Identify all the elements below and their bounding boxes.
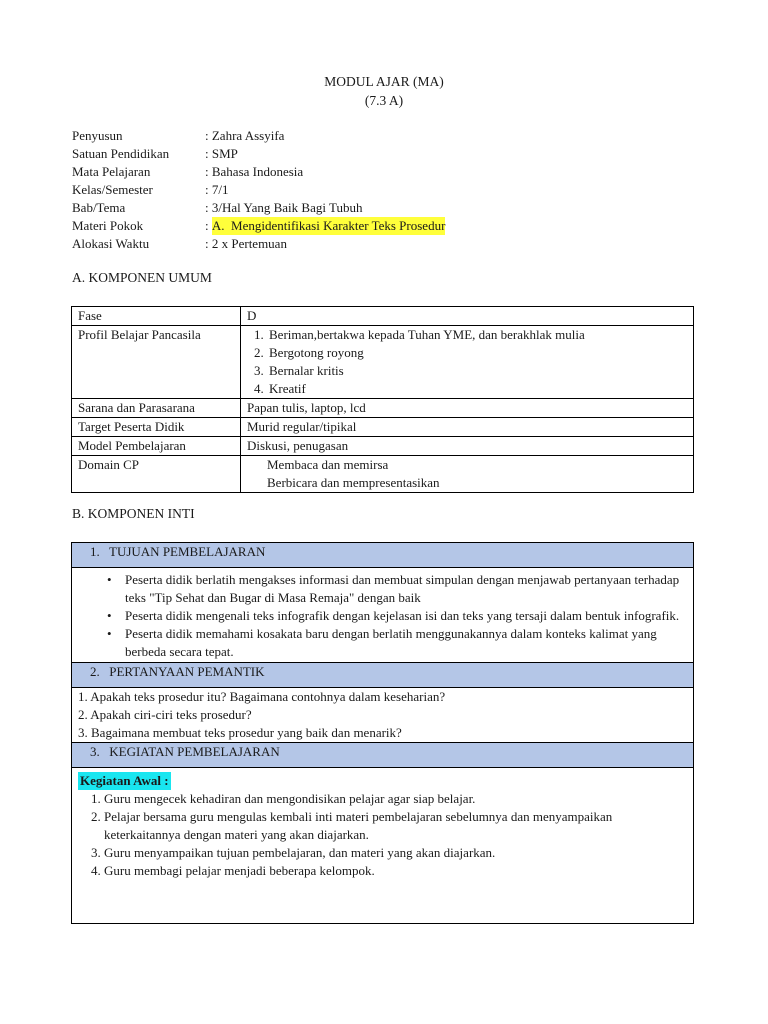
meta-row-mapel <box>72 163 445 181</box>
profil-cell <box>241 326 694 399</box>
profil-label: Profil Belajar Pancasila <box>72 326 241 399</box>
table-row <box>72 688 694 743</box>
table-row <box>72 663 694 688</box>
meta-row-bab <box>72 199 445 217</box>
list-item: 1. Apakah teks prosedur itu? Bagaimana contohnya dalam keseharian? <box>78 689 446 704</box>
meta-key: Mata Pelajaran <box>72 164 151 179</box>
list-item: 2. Apakah ciri-ciri teks prosedur? <box>78 707 252 722</box>
table-row <box>72 307 694 326</box>
table-row <box>72 399 694 418</box>
list-item: • Peserta didik mengenali teks infografik dengan kejelasan isi dan teks yang tersaji dalam bentuk infografik. <box>125 607 692 625</box>
meta-value: : 3/Hal Yang Baik Bagi Tubuh <box>205 200 363 215</box>
meta-row-kelas <box>72 181 445 199</box>
domain-value: Membaca dan memirsa <box>267 457 389 472</box>
kegiatan-cell <box>72 768 694 924</box>
domain-label: Domain CP <box>72 456 241 493</box>
meta-key: Kelas/Semester <box>72 182 153 197</box>
tujuan-cell <box>72 568 694 663</box>
list-item: • Peserta didik memahami kosakata baru dengan berlatih menggunakannya dalam konteks kalimat yang berbeda secara tepat. <box>125 625 692 661</box>
meta-key: Materi Pokok <box>72 218 144 233</box>
list-item: 3. Guru menyampaikan tujuan pembelajaran, dan materi yang akan diajarkan. <box>104 844 687 862</box>
meta-row-satuan <box>72 145 445 163</box>
meta-value: : 2 x Pertemuan <box>205 236 287 251</box>
sarana-label: Sarana dan Parasarana <box>72 399 241 418</box>
fase-value: D <box>241 307 694 326</box>
identity-block <box>72 127 445 253</box>
meta-key: Bab/Tema <box>72 200 126 215</box>
table-row <box>72 768 694 924</box>
section-a-heading: A. KOMPONEN UMUM <box>72 270 212 285</box>
table-row <box>72 418 694 437</box>
table-row <box>72 456 694 493</box>
target-label: Target Peserta Didik <box>72 418 241 437</box>
document-title: MODUL AJAR (MA) <box>324 74 444 89</box>
table-row <box>72 437 694 456</box>
komponen-inti-table <box>71 542 694 924</box>
pertanyaan-header <box>72 663 694 688</box>
meta-value: : Zahra Assyifa <box>205 128 285 143</box>
list-item: • Peserta didik berlatih mengakses informasi dan membuat simpulan dengan menjawab pertanyaan terhadap teks "Tip Sehat dan Bugar di Masa Remaja" dengan baik <box>125 571 692 607</box>
meta-key: Penyusun <box>72 128 123 143</box>
fase-label: Fase <box>72 307 241 326</box>
section-title: PERTANYAAN PEMANTIK <box>109 664 265 679</box>
list-item: 2. Pelajar bersama guru mengulas kembali inti materi pembelajaran sebelumnya dan menyampaikan keterkaitannya dengan materi yang akan diajarkan. <box>104 808 687 844</box>
document-subtitle: (7.3 A) <box>364 93 404 108</box>
meta-row-penyusun <box>72 127 445 145</box>
table-row <box>72 543 694 568</box>
table-row <box>72 743 694 768</box>
section-number: 2. <box>90 664 100 679</box>
kegiatan-header <box>72 743 694 768</box>
section-b-heading: B. KOMPONEN INTI <box>72 506 195 521</box>
kegiatan-awal-label: Kegiatan Awal : <box>80 773 169 788</box>
domain-value: Berbicara dan mempresentasikan <box>267 475 440 490</box>
tujuan-list <box>73 571 692 661</box>
pertanyaan-cell <box>72 688 694 743</box>
sarana-value: Papan tulis, laptop, lcd <box>241 399 694 418</box>
list-item: 1. Guru mengecek kehadiran dan mengondisikan pelajar agar siap belajar. <box>104 790 687 808</box>
komponen-umum-table <box>71 306 694 493</box>
section-title: KEGIATAN PEMBELAJARAN <box>109 744 280 759</box>
meta-value: : Bahasa Indonesia <box>205 164 304 179</box>
list-item: 3. Bernalar kritis <box>267 362 687 380</box>
tujuan-header <box>72 543 694 568</box>
section-number: 1. <box>90 544 100 559</box>
meta-value: : SMP <box>205 146 238 161</box>
meta-row-materi <box>72 217 445 235</box>
list-item: 2. Bergotong royong <box>267 344 687 362</box>
meta-colon: : <box>205 218 212 233</box>
meta-value: : 7/1 <box>205 182 229 197</box>
domain-cell <box>241 456 694 493</box>
list-item: 4. Kreatif <box>267 380 687 398</box>
section-number: 3. <box>90 744 100 759</box>
meta-row-alokasi <box>72 235 445 253</box>
highlighted-materi: A. Mengidentifikasi Karakter Teks Prosedur <box>211 218 446 233</box>
target-value: Murid regular/tipikal <box>241 418 694 437</box>
list-item: 1. Beriman,bertakwa kepada Tuhan YME, dan berakhlak mulia <box>267 326 687 344</box>
list-item: 4. Guru membagi pelajar menjadi beberapa kelompok. <box>104 862 687 880</box>
section-title: TUJUAN PEMBELAJARAN <box>109 544 266 559</box>
table-row <box>72 568 694 663</box>
list-item: 3. Bagaimana membuat teks prosedur yang baik dan menarik? <box>78 725 402 740</box>
meta-key: Satuan Pendidikan <box>72 146 170 161</box>
profil-list <box>247 326 687 398</box>
kegiatan-list <box>78 790 687 880</box>
model-label: Model Pembelajaran <box>72 437 241 456</box>
meta-key: Alokasi Waktu <box>72 236 150 251</box>
model-value: Diskusi, penugasan <box>241 437 694 456</box>
table-row <box>72 326 694 399</box>
